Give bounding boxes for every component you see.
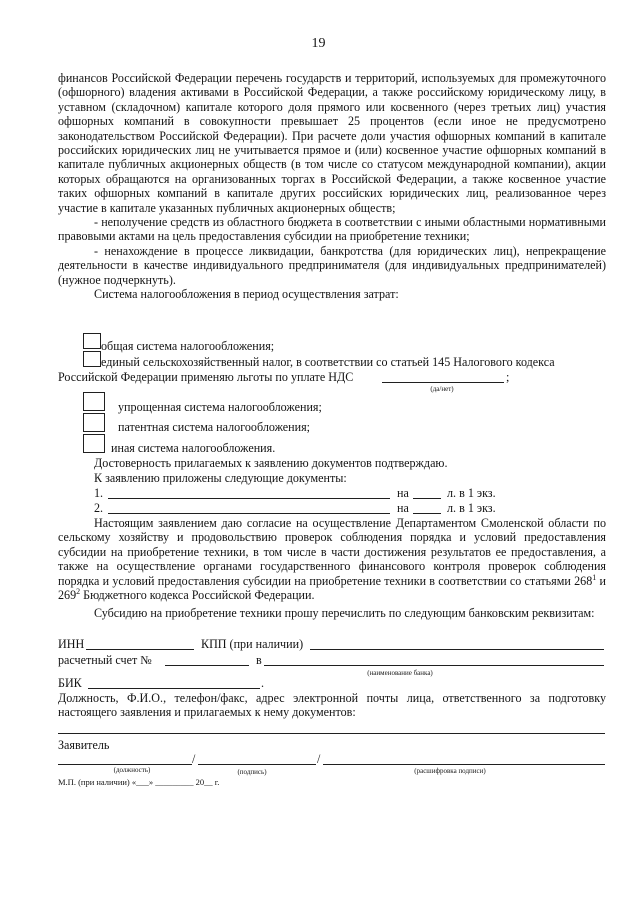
doc1-sheets-field[interactable] <box>413 498 441 499</box>
decoding-field[interactable] <box>323 764 605 765</box>
label-general-tax: общая система налогообложения; <box>101 339 275 353</box>
consent-sup-1: 1 <box>592 572 597 582</box>
inn-field[interactable] <box>86 649 194 650</box>
account-field[interactable] <box>165 665 249 666</box>
checkbox-other-tax[interactable] <box>83 434 105 453</box>
responsible-person-field[interactable] <box>58 733 605 734</box>
slash-2: / <box>317 752 321 766</box>
stamp-date-line: М.П. (при наличии) «___» _________ 20__ г. <box>58 777 220 787</box>
in-bank-label: в <box>256 653 262 667</box>
doc1-number: 1. <box>94 486 104 500</box>
checkbox-unified-tax[interactable] <box>83 351 101 367</box>
doc2-sheets-label: л. в 1 экз. <box>447 501 496 515</box>
paragraph-no-liquidation: - ненахождение в процессе ликвидации, банкротства (для юридических лиц), непрекращение деятельности в качестве индивидуального предпринимателя (для индивидуальных предпринимателей) (нужное подчеркнуть). <box>58 243 606 287</box>
checkbox-patent-tax[interactable] <box>83 413 105 432</box>
consent-sup-2: 2 <box>76 587 81 596</box>
kpp-field[interactable] <box>310 649 604 650</box>
label-other-tax: иная система налогообложения. <box>111 441 276 455</box>
position-field[interactable] <box>58 764 192 765</box>
bik-field[interactable] <box>88 688 260 689</box>
decoding-caption: (расшифровка подписи) <box>414 767 486 775</box>
consent-paragraph <box>58 516 606 602</box>
doc2-number: 2. <box>94 501 104 515</box>
signature-caption: (подпись) <box>237 768 267 776</box>
checkbox-simplified-tax[interactable] <box>83 392 105 411</box>
semicolon: ; <box>506 370 510 384</box>
consent-text: Настоящим заявлением даю согласие на осуществление Департаментом Смоленской области по сельскому хозяйству и продовольствию проверок соблюдения порядка и условий предоставления субсидии на приобретение техники, в том числе в части достижения результатов ее предоставления, а также на осуществление органами государственного финансового контроля проверок соблюдения порядка и условий предоставления субсидии на приобретение техники в соответствии со статьями 268 <box>58 516 606 588</box>
paragraph-no-funds: - неполучение средств из областного бюджета в соответствии с иными областными нормативными правовыми актами на цель предоставления субсидии на приобретение техники; <box>58 215 606 244</box>
applicant-label: Заявитель <box>58 738 110 752</box>
kpp-label: КПП (при наличии) <box>201 637 304 651</box>
bank-name-caption: (наименование банка) <box>367 669 433 677</box>
bank-name-field[interactable] <box>264 665 604 666</box>
label-unified-tax-1: единый сельскохозяйственный налог, в соответствии со статьей 145 Налогового кодекса <box>101 355 555 369</box>
tax-heading: Система налогообложения в период осуществления затрат: <box>94 287 399 302</box>
yes-no-caption: (да/нет) <box>430 385 454 393</box>
vat-yes-no-field[interactable] <box>382 382 504 383</box>
doc1-name-field[interactable] <box>108 498 390 499</box>
doc2-name-field[interactable] <box>108 513 390 514</box>
consent-and: и 269 <box>58 573 606 603</box>
reliability-statement: Достоверность прилагаемых к заявлению документов подтверждаю. <box>94 456 448 470</box>
doc2-sheets-field[interactable] <box>413 513 441 514</box>
doc2-on-label: на <box>397 501 409 515</box>
doc1-on-label: на <box>397 486 409 500</box>
attached-docs-heading: К заявлению приложены следующие документы: <box>94 471 347 485</box>
subsidy-paragraph: Субсидию на приобретение техники прошу перечислить по следующим банковским реквизитам: <box>94 606 595 620</box>
responsible-paragraph: Должность, Ф.И.О., телефон/факс, адрес электронной почты лица, ответственного за подготовку настоящего заявления и прилагаемых к нему документов: <box>58 691 606 720</box>
doc1-sheets-label: л. в 1 экз. <box>447 486 496 500</box>
consent-end: Бюджетного кодекса Российской Федерации. <box>80 588 315 603</box>
label-unified-tax-2: Российской Федерации применяю льготы по уплате НДС <box>58 370 354 384</box>
bik-dot: . <box>261 676 265 690</box>
bik-label: БИК <box>58 676 82 690</box>
position-caption: (должность) <box>113 766 151 774</box>
account-label: расчетный счет № <box>58 653 152 667</box>
signature-field[interactable] <box>198 764 316 765</box>
checkbox-general-tax[interactable] <box>83 333 101 349</box>
label-simplified-tax: упрощенная система налогообложения; <box>118 400 322 414</box>
label-patent-tax: патентная система налогообложения; <box>118 420 311 434</box>
inn-label: ИНН <box>58 637 85 651</box>
page-number: 19 <box>311 36 326 51</box>
body-text-top <box>58 71 606 302</box>
paragraph-offshore: финансов Российской Федерации перечень государств и территорий, используемых для промежуточного (офшорного) владения активами в Российской Федерации, а также российскому юридическому лицу, в уставном (складочном) капитале которого доля прямого или косвенного (через третьих лиц) участия офшорных компаний в совокупности превышает 25 процентов (если иное не предусмотрено законодательством Российской Федерации). При расчете доли участия офшорных компаний в капитале российских юридических лиц не учитывается прямое и (или) косвенное участие офшорных компаний в капитале публичных акционерных обществ (в том числе со статусом международной компании), акции которых обращаются на организованных торгах в Российской Федерации, а также косвенное участие таких офшорных компаний в капитале других российских юридических лиц, реализованное через участие в капитале указанных публичных акционерных обществ; <box>58 71 606 215</box>
slash-1: / <box>192 752 196 766</box>
